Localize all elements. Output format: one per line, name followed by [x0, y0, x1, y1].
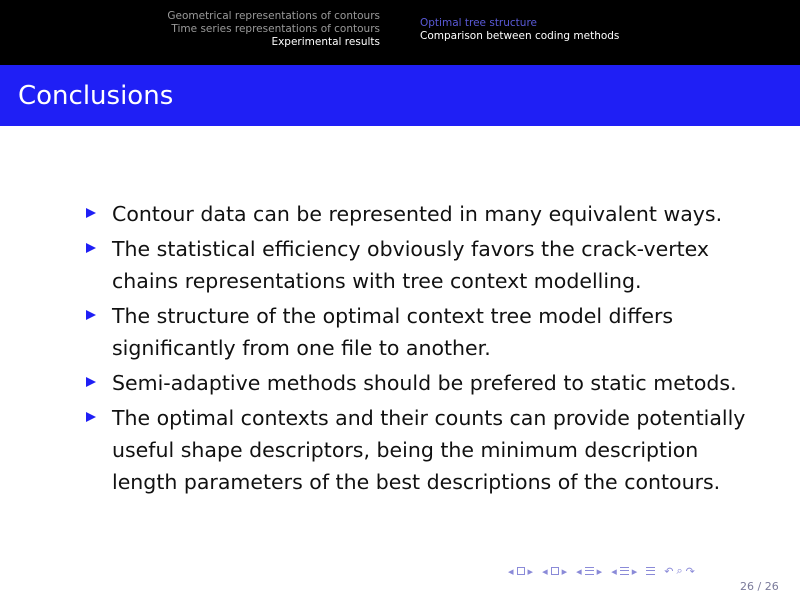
triangle-bullet-icon	[86, 243, 96, 253]
nav-section-time-series[interactable]: Time series representations of contours	[171, 23, 380, 35]
nav-section-geometrical[interactable]: Geometrical representations of contours	[167, 10, 380, 22]
triangle-bullet-icon	[86, 310, 96, 320]
beamer-navigation-symbols	[508, 562, 698, 580]
bullet-item	[86, 402, 766, 498]
bullet-text: Semi-adaptive methods should be prefered to static metods.	[112, 371, 737, 395]
prev-frame-icon[interactable]: ◂	[542, 564, 548, 578]
nav-subsection-comparison[interactable]: Comparison between coding methods	[420, 30, 620, 42]
prev-section-icon[interactable]: ◂	[611, 564, 617, 578]
redo-icon[interactable]: ↷	[685, 564, 695, 578]
bullet-text: The structure of the optimal context tree model differs significantly from one file to another.	[112, 304, 674, 360]
bullet-text: The optimal contexts and their counts can provide potentially useful shape descriptors, being the minimum description length parameters of the best descriptions of the contours.	[112, 406, 746, 494]
bullet-item	[86, 233, 766, 297]
header-navigation	[0, 0, 800, 65]
subsection-navigation	[400, 0, 800, 65]
next-frame-icon[interactable]: ▸	[561, 564, 568, 578]
bullet-text: The statistical efficiency obviously favors the crack-vertex chains representations with tree context modelling.	[112, 237, 710, 293]
next-slide-icon[interactable]: ▸	[527, 564, 534, 578]
next-section-icon[interactable]: ▸	[631, 564, 638, 578]
frame-title-bar	[0, 65, 800, 126]
undo-icon[interactable]: ↶	[664, 564, 674, 578]
subsection-icon[interactable]	[585, 567, 594, 575]
section-navigation	[0, 0, 400, 65]
frame-title: Conclusions	[18, 81, 174, 111]
slide-content	[86, 198, 766, 501]
prev-subsection-icon[interactable]: ◂	[576, 564, 582, 578]
page-number: 26 / 26	[740, 580, 779, 593]
search-icon[interactable]: ⌕	[676, 564, 683, 577]
bullet-text: Contour data can be represented in many equivalent ways.	[112, 202, 723, 226]
nav-subsection-optimal-tree[interactable]: Optimal tree structure	[420, 17, 537, 29]
nav-section-experimental[interactable]: Experimental results	[271, 36, 380, 48]
bullet-item	[86, 198, 766, 230]
bullet-item	[86, 367, 766, 399]
slide-icon[interactable]	[517, 567, 525, 575]
next-subsection-icon[interactable]: ▸	[596, 564, 603, 578]
section-icon[interactable]	[620, 567, 629, 575]
bullet-item	[86, 300, 766, 364]
triangle-bullet-icon	[86, 377, 96, 387]
triangle-bullet-icon	[86, 208, 96, 218]
prev-slide-icon[interactable]: ◂	[508, 564, 514, 578]
document-icon[interactable]	[646, 567, 655, 575]
triangle-bullet-icon	[86, 412, 96, 422]
frame-icon[interactable]	[551, 567, 559, 575]
bullet-list	[86, 198, 766, 498]
